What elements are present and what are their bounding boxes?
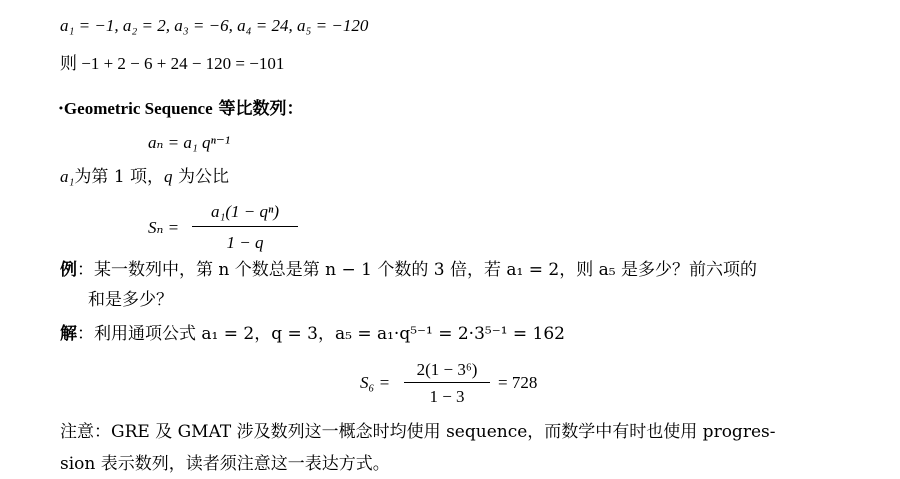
solution-text: ：利用通项公式 a₁ = 2，q = 3，a₅ = a₁·q⁵⁻¹ = 2·3⁵⁻¹ = 162 [77,324,566,344]
ratio-symbol: q [164,167,173,186]
note-line-1: 注意：GRE 及 GMAT 涉及数列这一概念时均使用 sequence，而数学中有时也使用 progres- [60,422,776,442]
definition-text-2: 为公比 [172,167,229,187]
heading-english: Geometric Sequence [63,99,213,118]
first-term-symbol: a₁ [60,167,75,186]
solution-label: 解 [60,324,77,344]
sum-formula-fraction-bar [192,226,298,227]
sequence-terms-line: a₁ = −1, a₂ = 2, a₃ = −6, a₄ = 24, a₅ = −120 [60,16,369,35]
definition-line [60,168,229,186]
sum-formula-numerator: a₁(1 − qⁿ) [210,202,280,221]
s6-denominator: 1 − 3 [429,387,465,406]
section-heading [58,100,304,118]
s6-numerator: 2(1 − 3⁶) [416,360,478,379]
definition-text-1: 为第 1 项， [74,167,165,187]
sum-formula-lhs: Sₙ = [148,218,180,237]
note-line-2: sion 表示数列，读者须注意这一表达方式。 [60,454,390,474]
sum-formula-denominator: 1 − q [226,233,264,252]
general-term-formula: aₙ = a₁ qⁿ⁻¹ [148,133,230,152]
s6-lhs: S₆ = [360,373,391,392]
example-label: 例 [60,260,77,280]
heading-chinese: 等比数列： [212,99,304,119]
sum-line [60,55,284,73]
example-line-2: 和是多少？ [88,290,173,310]
heading-bullet: · [58,99,64,119]
example-text-1: ：某一数列中，第 n 个数总是第 n − 1 个数的 3 倍，若 a₁ = 2，则 a₅ 是多少？前六项的 [77,260,757,280]
s6-result: = 728 [498,373,538,392]
sum-line-prefix: 则 [60,54,77,74]
solution-line [60,326,565,343]
s6-fraction-bar [404,382,490,383]
example-line-1 [60,262,757,279]
sum-line-equation: −1 + 2 − 6 + 24 − 120 = −101 [77,54,285,73]
